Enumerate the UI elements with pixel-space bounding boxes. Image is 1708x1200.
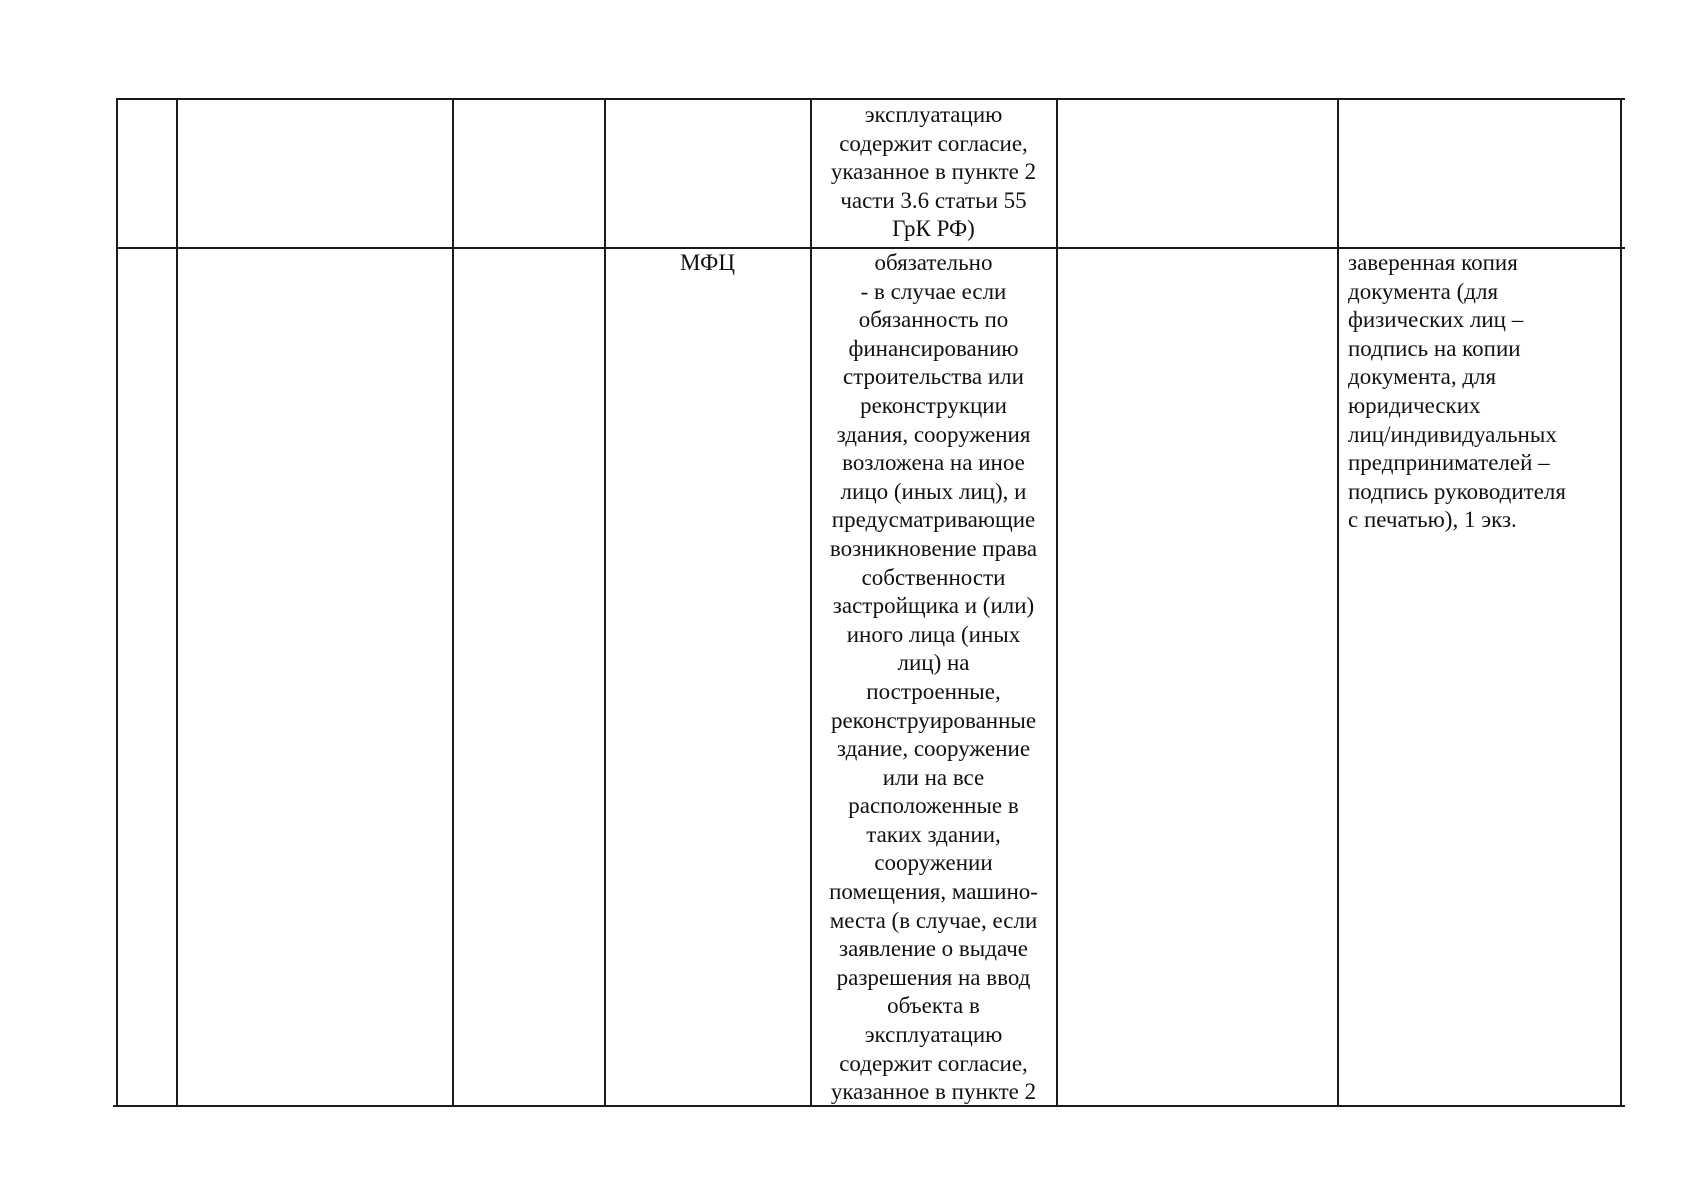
column-divider-5 [1056,98,1058,1106]
row2-submission-place: МФЦ [680,250,735,275]
row2-form-text: заверенная копия документа (для физических лиц – подпись на копии документа, для юридических лиц/индивидуальных предпринимателей – подпись руководителя с печатью), 1 экз. [1348,250,1566,533]
column-divider-2 [452,98,454,1106]
column-divider-1 [176,98,178,1106]
table-left-border [116,98,118,1106]
table-right-border [1620,98,1622,1106]
column-divider-6 [1337,98,1339,1106]
row1-requirement-text: эксплуатацию содержит согласие, указанное в пункте 2 части 3.6 статьи 55 ГрК РФ) [830,102,1037,242]
table-top-border [117,98,1625,100]
row2-requirement-text: обязательно - в случае если обязанность по финансированию строительства или реконструкции здания, сооружения возложена на иное лицо (иных лиц), и предусматривающие возникновение права собственности застройщика и (или) иного лица (иных лиц) на построенные, реконструированные здание, сооружение или на все расположенные в таких здании, сооружении помещения, машино- места (в случае, если заявление о выдаче разрешения на ввод объекта в эксплуатацию содержит согласие, указанное в пункте 2 [829,250,1038,1105]
